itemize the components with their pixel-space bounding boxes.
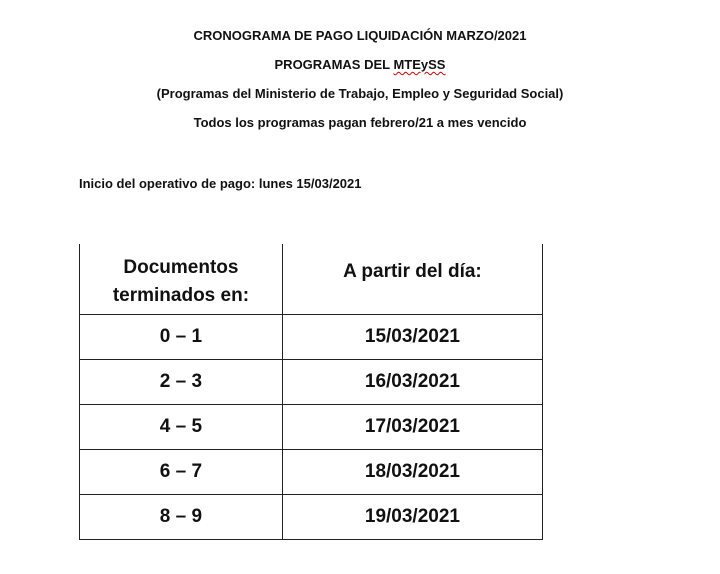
digits-cell: 4 – 5 [80, 405, 283, 450]
programs-acronym: MTEySS [393, 57, 446, 72]
date-cell: 17/03/2021 [282, 405, 542, 450]
ministry-subtitle: (Programas del Ministerio de Trabajo, Empleo y Seguridad Social) [156, 86, 564, 101]
table-header-row [80, 244, 543, 315]
table-row [80, 315, 543, 360]
payment-schedule-table [79, 244, 543, 540]
column-header-from-day: A partir del día: [282, 244, 542, 315]
column-header-documents [80, 244, 283, 315]
date-cell: 15/03/2021 [282, 315, 542, 360]
date-cell: 18/03/2021 [282, 450, 542, 495]
digits-cell: 0 – 1 [80, 315, 283, 360]
table-row [80, 405, 543, 450]
programs-heading-prefix: PROGRAMAS DEL [274, 57, 394, 72]
digits-cell: 8 – 9 [80, 495, 283, 540]
payment-note: Todos los programas pagan febrero/21 a mes vencido [193, 115, 527, 130]
table-row [80, 360, 543, 405]
header-documents-line2: terminados en: [112, 285, 250, 306]
digits-cell: 2 – 3 [80, 360, 283, 405]
programs-heading [0, 57, 720, 72]
document-title: CRONOGRAMA DE PAGO LIQUIDACIÓN MARZO/2021 [193, 28, 527, 43]
date-cell: 19/03/2021 [282, 495, 542, 540]
digits-cell: 6 – 7 [80, 450, 283, 495]
table-row [80, 495, 543, 540]
header-documents-line1: Documentos [123, 257, 239, 278]
table-row [80, 450, 543, 495]
payment-start-text: Inicio del operativo de pago: lunes 15/03/2021 [79, 176, 362, 191]
date-cell: 16/03/2021 [282, 360, 542, 405]
